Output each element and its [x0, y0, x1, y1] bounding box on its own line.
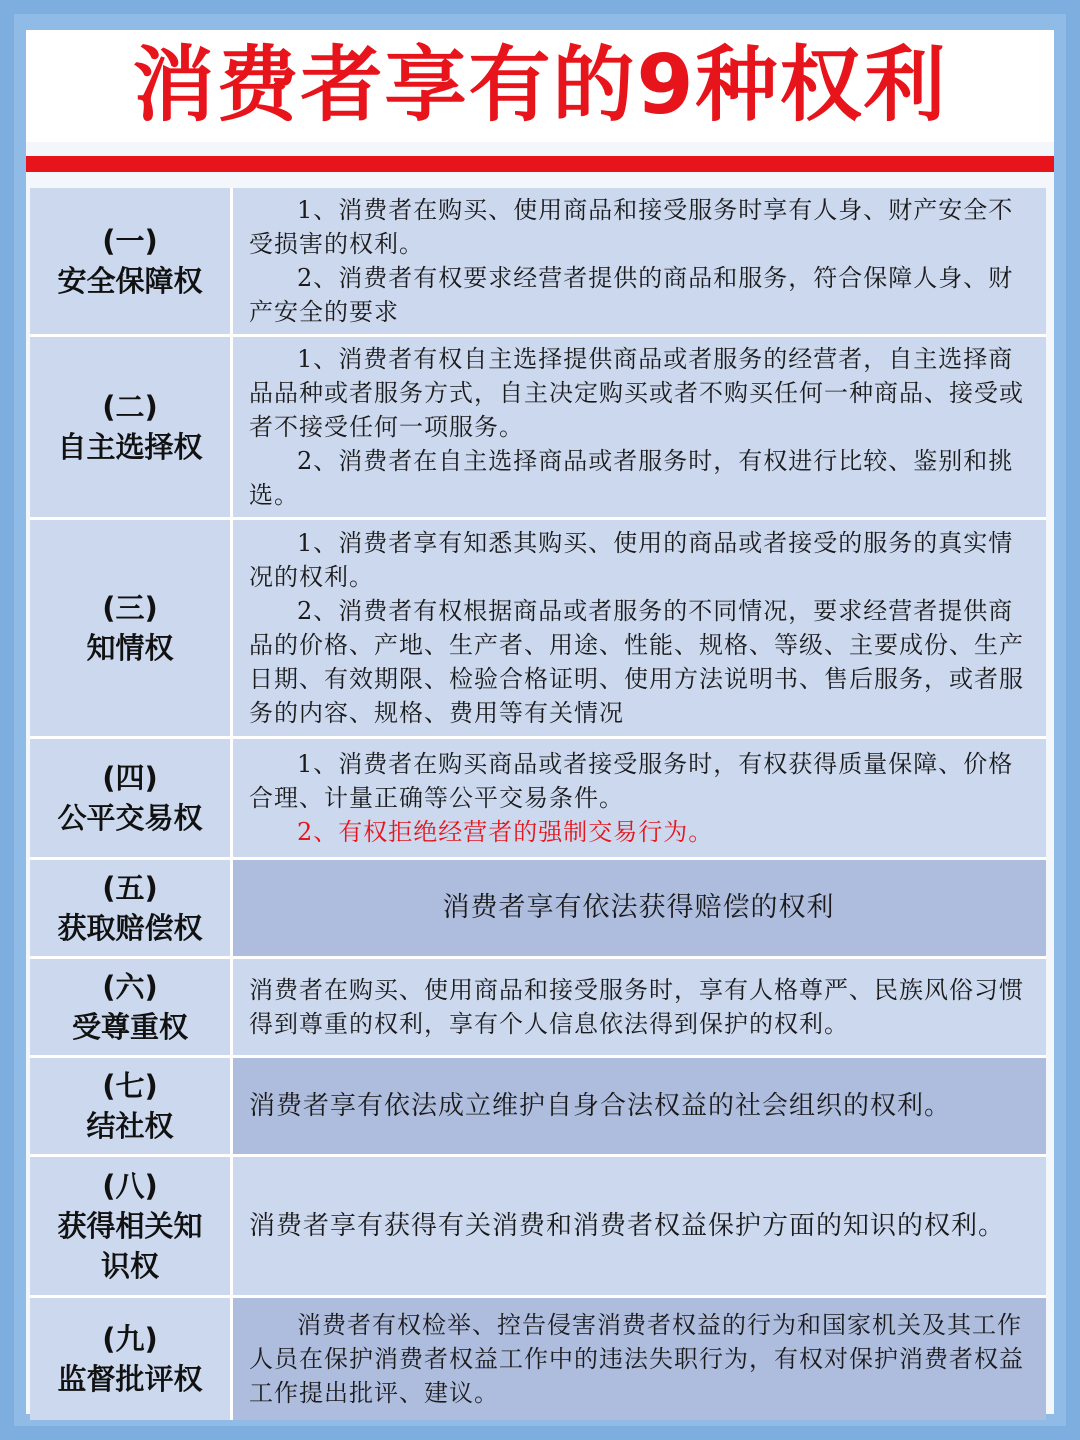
rights-table [30, 188, 1046, 1420]
right-row-3 [30, 517, 1046, 736]
right-description [233, 188, 1046, 334]
description-paragraph: 2、消费者有权根据商品或者服务的不同情况，要求经营者提供商品的价格、产地、生产者、用途、性能、规格、等级、主要成份、生产日期、有效期限、检验合格证明、使用方法说明书、售后服务，或者服务的内容、规格、费用等有关情况 [249, 597, 1024, 727]
description-paragraph: 2、消费者在自主选择商品或者服务时，有权进行比较、鉴别和挑选。 [249, 447, 1014, 509]
description-paragraph: 1、消费者有权自主选择提供商品或者服务的经营者，自主选择商品品种或者服务方式，自主决定购买或者不购买任何一种商品、接受或者不接受任何一项服务。 [249, 345, 1024, 441]
right-row-6 [30, 956, 1046, 1055]
right-name-line: 识权 [100, 1249, 159, 1283]
right-number: (七) [102, 1069, 158, 1103]
right-category [30, 1157, 233, 1295]
right-description [233, 860, 1046, 956]
right-name: 结社权 [86, 1109, 174, 1143]
right-row-5 [30, 857, 1046, 956]
right-number: (五) [102, 871, 158, 905]
description-paragraph: 1、消费者在购买商品或者接受服务时，有权获得质量保障、价格合理、计量正确等公平交易条件。 [249, 750, 1014, 812]
right-number: (九) [102, 1322, 158, 1356]
right-category [30, 520, 233, 736]
right-category [30, 337, 233, 517]
right-number: (三) [102, 591, 158, 625]
outer-frame [14, 14, 1066, 1426]
right-description [233, 1298, 1046, 1420]
description-paragraph: 消费者享有依法获得赔偿的权利 [442, 892, 835, 923]
right-row-8 [30, 1154, 1046, 1295]
right-row-7 [30, 1055, 1046, 1154]
description-paragraph: 消费者享有获得有关消费和消费者权益保护方面的知识的权利。 [249, 1211, 1006, 1241]
right-name: 监督批评权 [57, 1362, 203, 1396]
right-category [30, 739, 233, 857]
right-category [30, 860, 233, 956]
right-description [233, 1157, 1046, 1295]
right-name: 受尊重权 [71, 1010, 188, 1044]
right-row-1 [30, 188, 1046, 334]
right-row-4 [30, 736, 1046, 857]
description-paragraph: 1、消费者在购买、使用商品和接受服务时享有人身、财产安全不受损害的权利。 [249, 196, 1014, 258]
right-description [233, 739, 1046, 857]
title-underline-bar [26, 156, 1054, 172]
description-paragraph: 1、消费者享有知悉其购买、使用的商品或者接受的服务的真实情况的权利。 [249, 529, 1014, 591]
right-row-9 [30, 1295, 1046, 1420]
right-number: (四) [102, 761, 158, 795]
header [26, 30, 1054, 142]
right-description [233, 1058, 1046, 1154]
description-paragraph: 消费者有权检举、控告侵害消费者权益的行为和国家机关及其工作人员在保护消费者权益工作中的违法失职行为，有权对保护消费者权益工作提出批评、建议。 [249, 1311, 1024, 1407]
right-name: 获取赔偿权 [57, 911, 203, 945]
right-number: (六) [102, 970, 158, 1004]
right-number: (二) [102, 390, 158, 424]
description-paragraph: 消费者享有依法成立维护自身合法权益的社会组织的权利。 [249, 1091, 952, 1121]
description-paragraph: 消费者在购买、使用商品和接受服务时，享有人格尊严、民族风俗习惯得到尊重的权利，享有个人信息依法得到保护的权利。 [249, 976, 1024, 1038]
poster-card [26, 30, 1054, 1414]
right-description [233, 520, 1046, 736]
page-title: 消费者享有的9种权利 [132, 38, 948, 133]
right-name: 知情权 [86, 631, 174, 665]
right-name: 安全保障权 [57, 264, 203, 298]
description-paragraph: 2、消费者有权要求经营者提供的商品和服务，符合保障人身、财产安全的要求 [249, 264, 1014, 326]
right-category [30, 959, 233, 1055]
right-category [30, 188, 233, 334]
right-name: 公平交易权 [57, 801, 203, 835]
right-name-line: 获得相关知 [57, 1209, 203, 1243]
right-number: (八) [102, 1169, 158, 1203]
right-description [233, 959, 1046, 1055]
right-description [233, 337, 1046, 517]
right-category [30, 1058, 233, 1154]
right-category [30, 1298, 233, 1420]
highlighted-paragraph: 2、有权拒绝经营者的强制交易行为。 [297, 818, 714, 846]
right-row-2 [30, 334, 1046, 517]
right-number: (一) [102, 224, 158, 258]
right-name: 自主选择权 [57, 430, 203, 464]
